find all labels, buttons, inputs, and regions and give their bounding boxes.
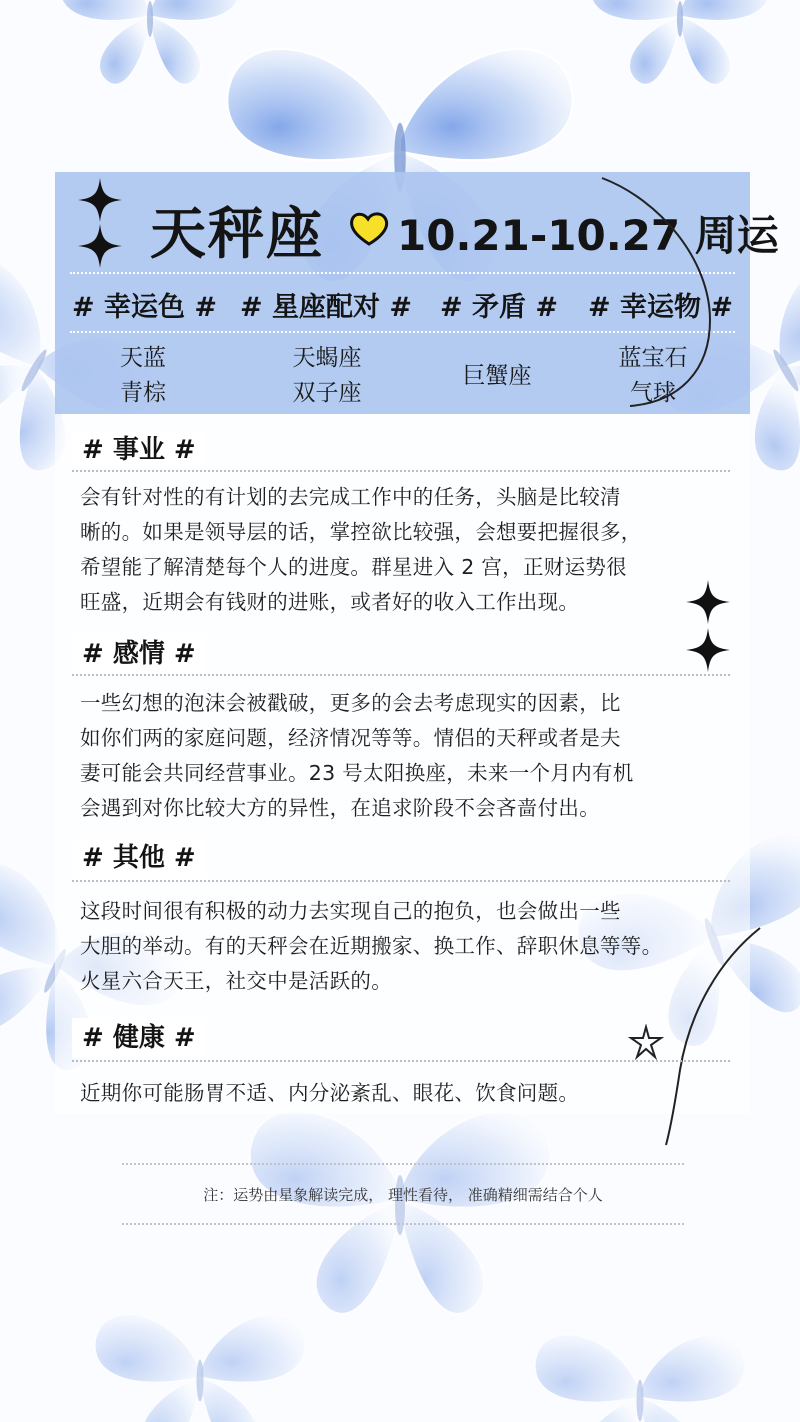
- divider: [72, 674, 730, 676]
- lucky-colors: [78, 341, 208, 411]
- text-line: 妻可能会共同经营事业。23 号太阳换座，未来一个月内有机: [80, 761, 634, 785]
- zodiac-match-2: 双子座: [292, 380, 362, 406]
- text-line: 大胆的举动。有的天秤会在近期搬家、换工作、辞职休息等等。: [80, 934, 663, 958]
- tag-lucky-color: # 幸运色 #: [72, 292, 218, 323]
- zodiac-matches: [262, 341, 392, 411]
- sparkle-star-icon: [76, 176, 124, 224]
- tag-conflict: # 矛盾 #: [440, 292, 559, 323]
- section-title-health: # 健康 #: [72, 1018, 206, 1058]
- sparkle-star-icon: [76, 222, 124, 270]
- text-line: 希望能了解清楚每个人的进度。群星进入 2 宫，正财运势很: [80, 555, 627, 579]
- lucky-color-1: 天蓝: [120, 345, 166, 371]
- lucky-color-2: 青棕: [120, 380, 166, 406]
- section-title-love: # 感情 #: [72, 634, 206, 674]
- text-line: 会有针对性的有计划的去完成工作中的任务，头脑是比较清: [80, 485, 621, 509]
- tag-zodiac-match: # 星座配对 #: [240, 292, 413, 323]
- zodiac-match-1: 天蝎座: [292, 345, 362, 371]
- text-line: 近期你可能肠胃不适、内分泌紊乱、眼花、饮食问题。: [80, 1081, 580, 1105]
- footer-note: 注：运势由星象解读完成， 理性看待， 准确精细需结合个人: [203, 1186, 603, 1204]
- text-line: 一些幻想的泡沫会被戳破，更多的会去考虑现实的因素，比: [80, 691, 621, 715]
- tag-lucky-item: # 幸运物 #: [588, 292, 734, 323]
- text-line: 这段时间很有积极的动力去实现自己的抱负，也会做出一些: [80, 899, 621, 923]
- sparkle-star-icon: [684, 578, 732, 626]
- divider: [122, 1223, 684, 1225]
- section-body-health: [80, 1076, 750, 1111]
- doodle-star-icon: [628, 1024, 664, 1060]
- divider: [72, 880, 730, 882]
- section-body-career: [80, 480, 750, 620]
- conflict-value: 巨蟹座: [462, 363, 532, 389]
- butterfly-icon: [250, 1111, 551, 1314]
- divider: [122, 1163, 684, 1165]
- heart-icon: [347, 208, 391, 248]
- section-title-career: # 事业 #: [72, 430, 206, 470]
- lucky-item-1: 蓝宝石: [618, 345, 688, 371]
- divider: [72, 470, 730, 472]
- text-line: 如你们两的家庭问题，经济情况等等。情侣的天秤或者是夫: [80, 726, 621, 750]
- butterfly-icon: [590, 0, 770, 84]
- sparkle-star-icon: [684, 626, 732, 674]
- butterfly-icon: [95, 1315, 305, 1422]
- text-line: 火星六合天王，社交中是活跃的。: [80, 969, 392, 993]
- text-line: 会遇到对你比较大方的异性，在追求阶段不会吝啬付出。: [80, 796, 600, 820]
- butterfly-icon: [535, 1335, 745, 1422]
- butterfly-icon: [60, 0, 240, 84]
- doodle-line: [590, 170, 740, 415]
- text-line: 旺盛，近期会有钱财的进账，或者好的收入工作出现。: [80, 590, 580, 614]
- section-body-love: [80, 686, 750, 826]
- conflict-sign: [432, 341, 562, 411]
- lucky-item-2: 气球: [630, 380, 676, 406]
- divider: [72, 1060, 730, 1062]
- page-title: 天秤座: [150, 202, 324, 267]
- section-title-other: # 其他 #: [72, 838, 206, 878]
- date-range: 10.21-10.27 周运: [397, 211, 779, 260]
- text-line: 晰的。如果是领导层的话，掌控欲比较强，会想要把握很多，: [80, 520, 642, 544]
